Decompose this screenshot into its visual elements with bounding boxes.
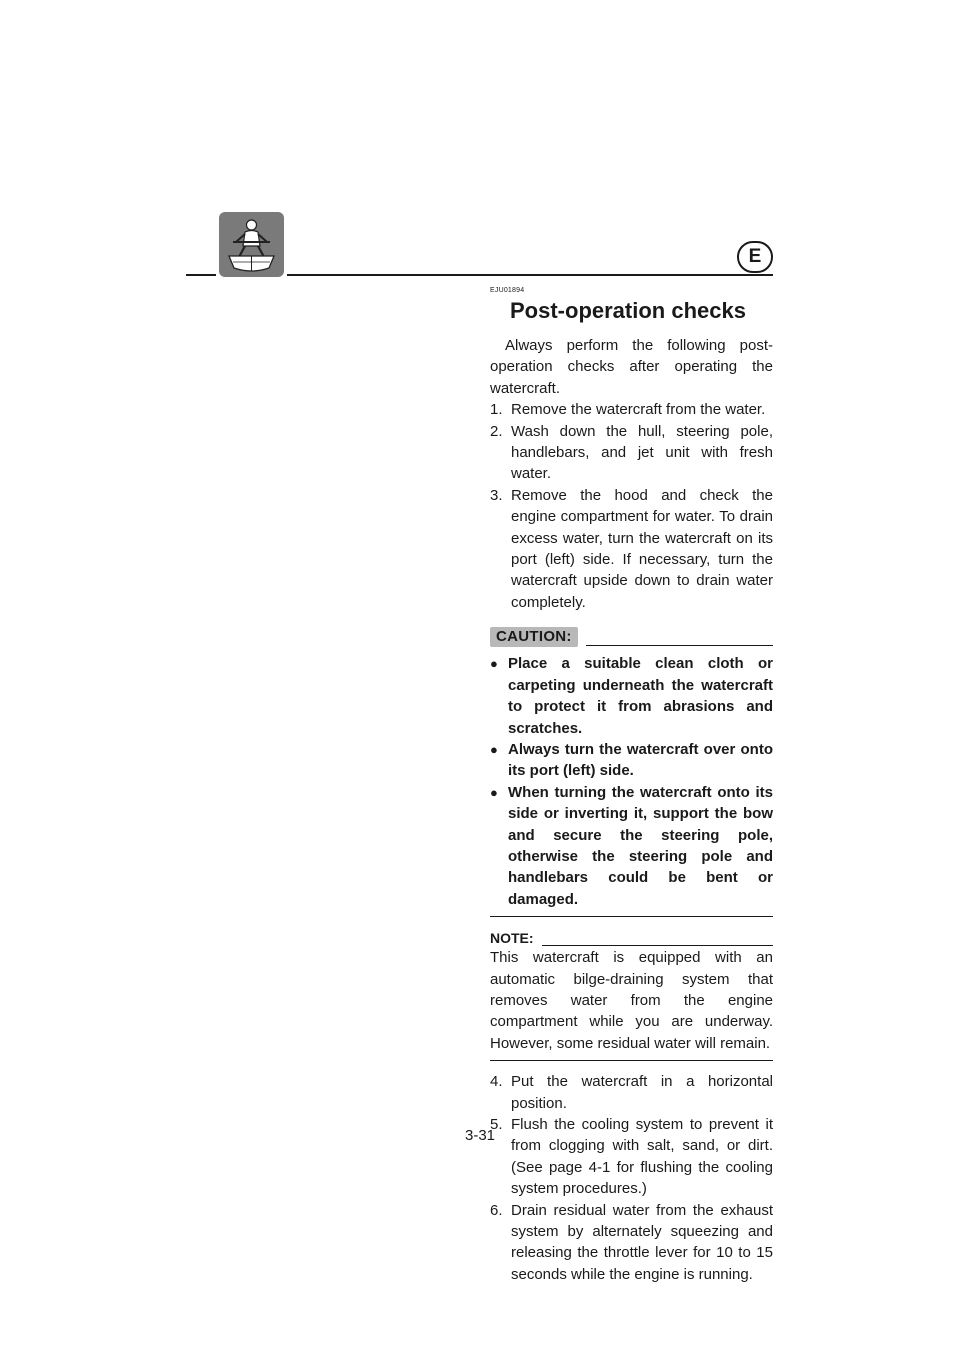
step-number: 3. bbox=[490, 486, 503, 504]
caution-end-rule bbox=[490, 916, 773, 917]
personal-watercraft-rider-icon bbox=[219, 212, 284, 277]
step-number: 4. bbox=[490, 1073, 503, 1091]
step-item bbox=[490, 399, 773, 420]
bullet-icon: ● bbox=[490, 784, 498, 800]
note-rule bbox=[542, 945, 773, 946]
steps-list-part2 bbox=[490, 1071, 773, 1285]
step-text: Wash down the hull, steering pole, handlebars, and jet unit with fresh water. bbox=[511, 422, 773, 483]
caution-item-text: Place a suitable clean cloth or carpeting underneath the watercraft to protect it from abrasions and scratches. bbox=[508, 655, 773, 737]
caution-label: CAUTION: bbox=[490, 627, 578, 647]
step-text: Put the watercraft in a horizontal position. bbox=[511, 1073, 773, 1112]
header-rule-right bbox=[287, 274, 773, 276]
caution-item-text: Always turn the watercraft over onto its port (left) side. bbox=[508, 740, 773, 780]
caution-item bbox=[490, 782, 773, 910]
intro-paragraph: Always perform the following post-operation checks after operating the watercraft. bbox=[490, 337, 773, 397]
step-item bbox=[490, 1200, 773, 1286]
caution-list bbox=[490, 653, 773, 910]
step-text: Drain residual water from the exhaust system by alternately squeezing and releasing the throttle lever for 10 to 15 seconds while the engine is running. bbox=[511, 1201, 773, 1283]
caution-item-text: When turning the watercraft onto its side or inverting it, support the bow and secure the steering pole, otherwise the steering pole and handlebars could be bent or damaged. bbox=[508, 783, 773, 908]
caution-header bbox=[490, 627, 773, 647]
note-label: NOTE: bbox=[490, 930, 534, 947]
caution-item bbox=[490, 739, 773, 782]
section-title: Post-operation checks bbox=[510, 298, 746, 323]
step-number: 2. bbox=[490, 422, 503, 440]
step-item bbox=[490, 1071, 773, 1114]
step-item bbox=[490, 421, 773, 485]
note-header bbox=[490, 929, 773, 947]
caution-rule bbox=[586, 645, 773, 646]
step-text: Remove the hood and check the engine compartment for water. To drain excess water, turn the watercraft on its port (left) side. If necessary, turn the watercraft upside down to drain water completely. bbox=[511, 486, 773, 611]
step-text: Remove the watercraft from the water. bbox=[511, 401, 766, 419]
page-number: 3-31 bbox=[464, 1127, 496, 1144]
step-item bbox=[490, 485, 773, 613]
step-number: 1. bbox=[490, 401, 503, 419]
step-number: 5. bbox=[490, 1116, 503, 1133]
step-number: 6. bbox=[490, 1201, 503, 1219]
caution-item bbox=[490, 653, 773, 739]
bullet-icon: ● bbox=[490, 741, 498, 757]
steps-list-part1 bbox=[490, 399, 773, 613]
note-end-rule bbox=[490, 1060, 773, 1061]
bullet-icon: ● bbox=[490, 656, 498, 672]
step-text: Flush the cooling system to prevent it from clogging with salt, sand, or dirt. (See page 4-1 for flushing the cooling system procedures.) bbox=[511, 1116, 773, 1198]
note-text: This watercraft is equipped with an automatic bilge-draining system that removes water from the engine compartment while you are underway. However, some residual water will remain. bbox=[490, 949, 773, 1052]
language-badge: E bbox=[737, 241, 773, 273]
header-rule-left bbox=[186, 274, 216, 276]
section-code: EJU01894 bbox=[490, 287, 525, 294]
